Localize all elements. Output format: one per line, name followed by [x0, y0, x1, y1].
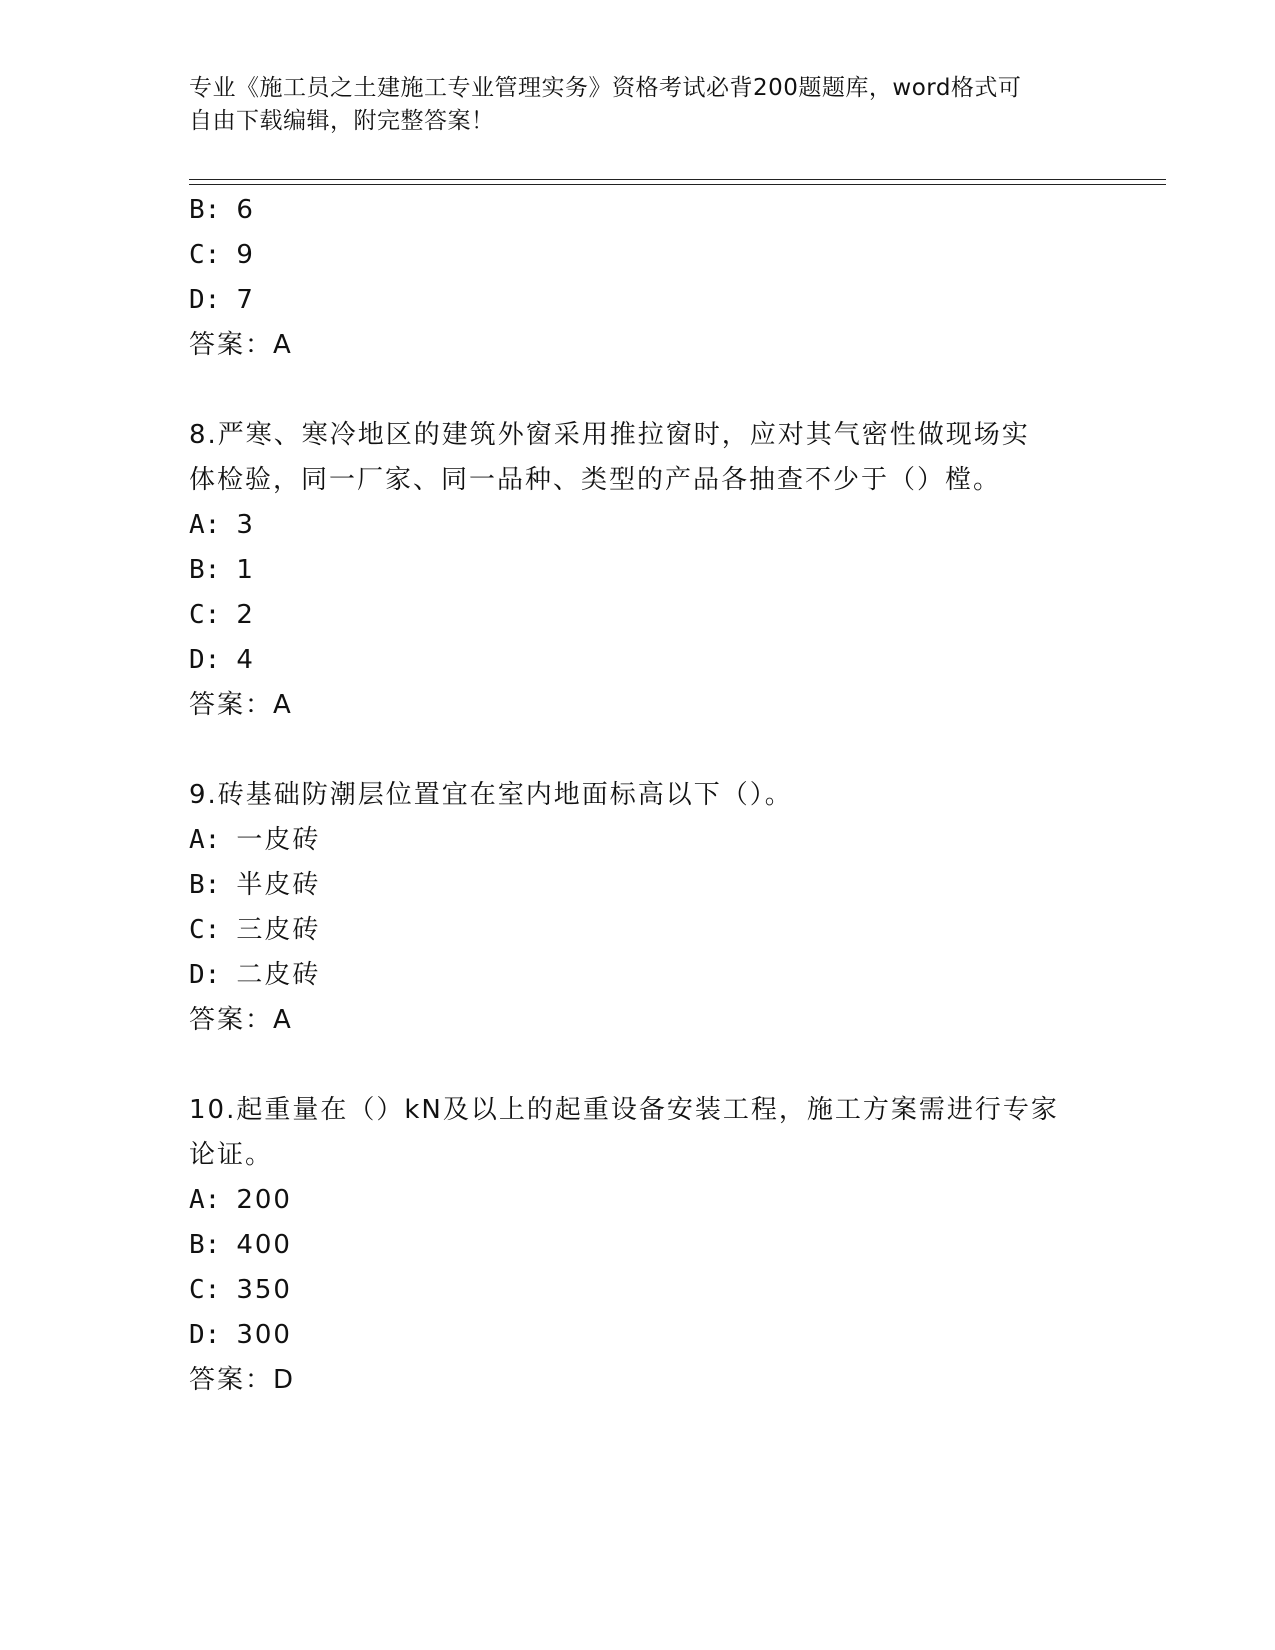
q8-option-d [189, 643, 255, 677]
q9-option-b [189, 868, 320, 902]
option-text: 7 [236, 285, 255, 315]
q10-answer: 答案：D [189, 1365, 296, 1395]
option-label: C: [189, 1275, 221, 1305]
q10-stem-line-1: 10.起重量在（）kN及以上的起重设备安装工程，施工方案需进行专家 [189, 1095, 1059, 1125]
header-line-2: 自由下载编辑，附完整答案！ [189, 108, 495, 134]
option-text: 9 [236, 240, 255, 270]
option-text: 300 [236, 1320, 292, 1350]
q8-answer: 答案：A [189, 690, 293, 720]
option-label: D: [189, 960, 221, 990]
q9-option-a [189, 823, 320, 857]
option-label: B: [189, 870, 221, 900]
q10-option-d [189, 1318, 292, 1352]
option-label: C: [189, 600, 221, 630]
option-text: 400 [236, 1230, 292, 1260]
option-label: C: [189, 915, 221, 945]
option-label: A: [189, 510, 221, 540]
option-label: B: [189, 195, 221, 225]
option-text: 二皮砖 [236, 960, 321, 990]
option-text: 1 [236, 555, 255, 585]
option-text: 200 [236, 1185, 292, 1215]
q9-stem-line-1: 9.砖基础防潮层位置宜在室内地面标高以下（）。 [189, 780, 793, 810]
header-rule-top [189, 179, 1166, 180]
q8-option-c [189, 598, 255, 632]
q9-option-c [189, 913, 320, 947]
option-text: 4 [236, 645, 255, 675]
option-label: A: [189, 1185, 221, 1215]
q10-option-a [189, 1183, 292, 1217]
option-text: 半皮砖 [236, 870, 321, 900]
option-label: C: [189, 240, 221, 270]
q8-stem-line-1: 8.严寒、寒冷地区的建筑外窗采用推拉窗时，应对其气密性做现场实 [189, 420, 1030, 450]
option-text: 三皮砖 [236, 915, 321, 945]
option-label: D: [189, 1320, 221, 1350]
prev-option-d [189, 283, 255, 317]
option-label: B: [189, 1230, 221, 1260]
option-text: 350 [236, 1275, 292, 1305]
option-text: 2 [236, 600, 255, 630]
option-text: 6 [236, 195, 255, 225]
header-rule-bottom [189, 184, 1166, 185]
q9-answer: 答案：A [189, 1005, 293, 1035]
header-line-1: 专业《施工员之土建施工专业管理实务》资格考试必背200题题库，word格式可 [189, 75, 1022, 101]
option-label: B: [189, 555, 221, 585]
option-text: 3 [236, 510, 255, 540]
document-header [189, 72, 1089, 138]
q9-option-d [189, 958, 320, 992]
q10-stem-line-2: 论证。 [189, 1140, 274, 1170]
q8-option-a [189, 508, 255, 542]
q10-option-b [189, 1228, 292, 1262]
q8-stem-line-2: 体检验，同一厂家、同一品种、类型的产品各抽查不少于（）樘。 [189, 465, 1002, 495]
prev-answer: 答案：A [189, 330, 293, 360]
option-text: 一皮砖 [236, 825, 321, 855]
prev-option-c [189, 238, 255, 272]
option-label: D: [189, 645, 221, 675]
option-label: A: [189, 825, 221, 855]
option-label: D: [189, 285, 221, 315]
q8-option-b [189, 553, 255, 587]
prev-option-b [189, 193, 255, 227]
q10-option-c [189, 1273, 292, 1307]
